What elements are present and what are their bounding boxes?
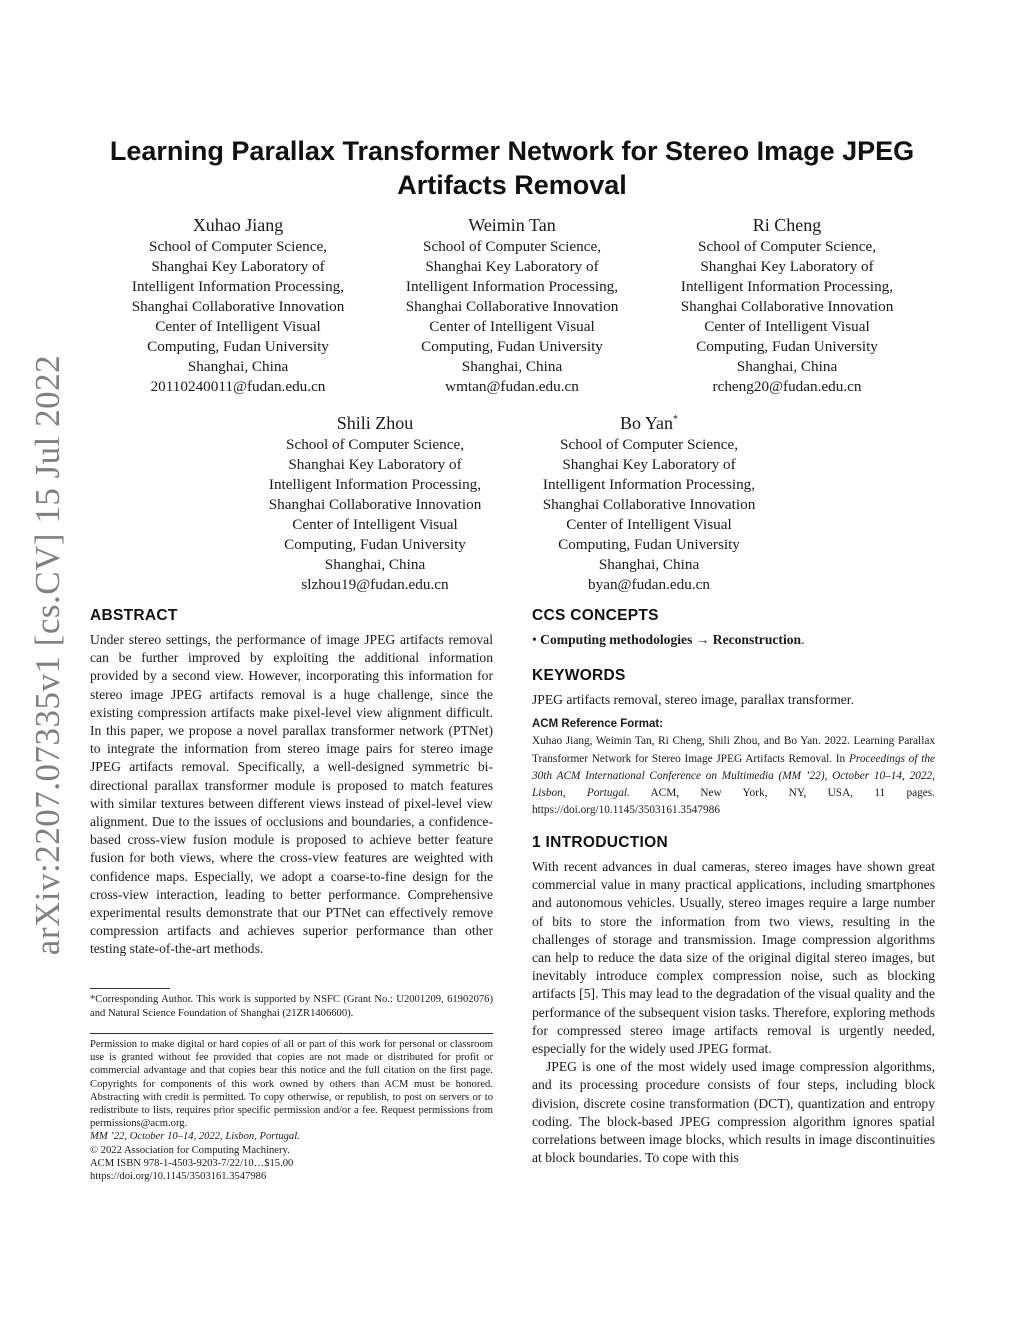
ccs-section bbox=[532, 606, 935, 649]
permission-block bbox=[90, 1038, 493, 1183]
affiliation-line: Intelligent Information Processing, bbox=[268, 476, 482, 493]
ccs-end: . bbox=[801, 632, 805, 647]
author-email[interactable]: 20110240011@fudan.edu.cn bbox=[150, 378, 326, 395]
affiliation-line: Computing, Fudan University bbox=[284, 536, 466, 553]
affiliation-line: Shanghai Collaborative Innovation bbox=[268, 496, 482, 513]
affiliation-line: Computing, Fudan University bbox=[696, 338, 878, 355]
affiliation-line: School of Computer Science, bbox=[423, 238, 601, 255]
affiliation-line: Shanghai, China bbox=[598, 556, 700, 573]
keywords-text: JPEG artifacts removal, stereo image, parallax transformer. bbox=[532, 692, 854, 707]
affiliation-line: Shanghai Collaborative Innovation bbox=[131, 298, 345, 315]
affiliation-line: Shanghai Collaborative Innovation bbox=[542, 496, 756, 513]
affiliation-line: Intelligent Information Processing, bbox=[131, 278, 345, 295]
affiliation-line: Shanghai Collaborative Innovation bbox=[680, 298, 894, 315]
affiliation-line: School of Computer Science, bbox=[149, 238, 327, 255]
acm-ref-proceedings: Proceedings of the 30th ACM International Conference on Multimedia (MM ’22), October 10–14, 2022, Lisbon, Portugal. bbox=[532, 752, 936, 800]
affiliation-line: Shanghai, China bbox=[736, 358, 838, 375]
affiliation-line: Computing, Fudan University bbox=[147, 338, 329, 355]
acm-reference-heading: ACM Reference Format: bbox=[532, 718, 663, 730]
author-name: Weimin Tan bbox=[468, 215, 556, 235]
author-email[interactable]: rcheng20@fudan.edu.cn bbox=[712, 378, 862, 395]
affiliation-line: Shanghai Collaborative Innovation bbox=[405, 298, 619, 315]
affiliation-line: Center of Intelligent Visual bbox=[155, 318, 321, 335]
author-block bbox=[657, 213, 917, 397]
affiliation-line: Intelligent Information Processing, bbox=[542, 476, 756, 493]
author-email[interactable]: wmtan@fudan.edu.cn bbox=[445, 378, 579, 395]
affiliation-line: Shanghai, China bbox=[324, 556, 426, 573]
affiliation-line: Computing, Fudan University bbox=[421, 338, 603, 355]
author-name: Ri Cheng bbox=[752, 215, 822, 235]
affiliation-line: Center of Intelligent Visual bbox=[429, 318, 595, 335]
author-name: Xuhao Jiang bbox=[192, 215, 284, 235]
affiliation-line: Computing, Fudan University bbox=[558, 536, 740, 553]
acm-reference-text bbox=[532, 733, 935, 819]
affiliation-line: Shanghai Key Laboratory of bbox=[288, 456, 462, 473]
author-block bbox=[245, 411, 505, 595]
author-block bbox=[108, 213, 368, 397]
affiliation-line: Center of Intelligent Visual bbox=[566, 516, 732, 533]
affiliation-line: Center of Intelligent Visual bbox=[704, 318, 870, 335]
intro-paragraph: With recent advances in dual cameras, stereo images have shown great commercial value in many practical applications, including smartphones and autonomous vehicles. Usually, stereo images require a large number of bits to store the information from two views, resulting in the challenges of storage and transmission. Image compression algorithms can help to reduce the data size of the original digital stereo images, but inevitably introduce complex compression noise, such as blocking artifacts [5]. This may lead to the degradation of the visual quality and the performance of the subsequent vision tasks. Therefore, exploring methods for compressed stereo image artifacts removal is urgently needed, especially for the widely used JPEG format. bbox=[532, 859, 935, 1057]
acm-reference bbox=[532, 716, 935, 820]
abstract-text: Under stereo settings, the performance of image JPEG artifacts removal can be further improved by exploiting the additional information provided by a second view. However, incorporating this information for stereo image JPEG artifacts removal is a huge challenge, since the existing compression artifacts make pixel-level view alignment difficult. In this paper, we propose a novel parallax transformer network (PTNet) to integrate the information from stereo image pairs for stereo image JPEG artifacts removal. Specifically, a well-designed symmetric bi-directional parallax transformer module is proposed to match features with similar textures between different views instead of pixel-level view alignment. Due to the issues of occlusions and boundaries, a confidence-based cross-view fusion module is proposed to achieve better feature fusion for both views, where the cross-view features are weighted with confidence maps. Especially, we adopt a coarse-to-fine design for the cross-view interaction, leading to better performance. Comprehensive experimental results demonstrate that our PTNet can effectively remove compression artifacts and achieves superior performance than other testing state-of-the-art methods. bbox=[90, 632, 493, 957]
affiliation-line: Intelligent Information Processing, bbox=[680, 278, 894, 295]
abstract-section bbox=[90, 606, 493, 959]
conference-info: MM ’22, October 10–14, 2022, Lisbon, Portugal. bbox=[90, 1131, 300, 1143]
affiliation-line: Shanghai Key Laboratory of bbox=[425, 258, 599, 275]
intro-paragraph: JPEG is one of the most widely used image compression algorithms, and its processing procedure consists of four steps, including block division, discrete cosine transformation (DCT), quantization and entropy coding. The block-based JPEG compression algorithm ignores spatial correlations between image blocks, which results in image discontinuities at block boundaries. To cope with this bbox=[532, 1059, 935, 1166]
acm-ref-authors: Xuhao Jiang, Weimin Tan, Ri Cheng, Shili Zhou, and Bo Yan. 2022. Learning Parallax Transformer Network for Stereo Image JPEG Artifacts Removal. In bbox=[532, 735, 935, 765]
affiliation-line: Intelligent Information Processing, bbox=[405, 278, 619, 295]
author-name-text: Bo Yan bbox=[619, 413, 674, 433]
footnote-divider bbox=[90, 988, 170, 989]
author-email[interactable]: byan@fudan.edu.cn bbox=[588, 576, 710, 593]
introduction-heading: 1 INTRODUCTION bbox=[532, 834, 668, 851]
affiliation-line: School of Computer Science, bbox=[286, 436, 464, 453]
paper-title: Learning Parallax Transformer Network for Stereo Image JPEG Artifacts Removal bbox=[109, 136, 915, 200]
doi-link[interactable]: https://doi.org/10.1145/3503161.3547986 bbox=[90, 1171, 267, 1183]
footnote: *Corresponding Author. This work is supported by NSFC (Grant No.: U2001209, 61902076) and Natural Science Foundation of Shanghai (21ZR1406600). bbox=[90, 994, 493, 1019]
affiliation-line: Shanghai, China bbox=[187, 358, 289, 375]
affiliation-line: Shanghai Key Laboratory of bbox=[562, 456, 736, 473]
introduction-section bbox=[532, 833, 935, 1167]
keywords-heading: KEYWORDS bbox=[532, 667, 626, 684]
abstract-heading: ABSTRACT bbox=[90, 607, 178, 624]
permission-text: Permission to make digital or hard copies of all or part of this work for personal or classroom use is granted without fee provided that copies are not made or distributed for profit or commercial advantage and that copies bear this notice and the full citation on the first page. Copyrights for components of this work owned by others than ACM must be honored. Abstracting with credit is permitted. To copy otherwise, or republish, to post on servers or to redistribute to lists, requires prior specific permission and/or a fee. Request permissions from permissions@acm.org. bbox=[90, 1039, 493, 1130]
arxiv-identifier: arXiv:2207.07335v1 [cs.CV] 15 Jul 2022 bbox=[28, 354, 67, 956]
affiliation-line: School of Computer Science, bbox=[560, 436, 738, 453]
keywords-section bbox=[532, 666, 935, 709]
author-name bbox=[519, 411, 779, 435]
author-email[interactable]: slzhou19@fudan.edu.cn bbox=[301, 576, 449, 593]
author-block bbox=[382, 213, 642, 397]
permission-divider bbox=[90, 1033, 493, 1034]
copyright-line: © 2022 Association for Computing Machinery. bbox=[90, 1144, 290, 1156]
affiliation-line: Shanghai Key Laboratory of bbox=[151, 258, 325, 275]
affiliation-line: School of Computer Science, bbox=[698, 238, 876, 255]
affiliation-line: Shanghai Key Laboratory of bbox=[700, 258, 874, 275]
ccs-concept bbox=[532, 631, 935, 649]
author-block bbox=[519, 411, 779, 595]
ccs-heading: CCS CONCEPTS bbox=[532, 607, 659, 624]
affiliation-line: Center of Intelligent Visual bbox=[292, 516, 458, 533]
author-name: Shili Zhou bbox=[336, 413, 414, 433]
acm-ref-tail: ACM, New York, NY, USA, 11 pages. https://doi.org/10.1145/3503161.3547986 bbox=[532, 787, 936, 817]
isbn-line: ACM ISBN 978-1-4503-9203-7/22/10…$15.00 bbox=[90, 1157, 294, 1169]
affiliation-line: Shanghai, China bbox=[461, 358, 563, 375]
ccs-bullet: • bbox=[532, 632, 537, 647]
ccs-concept-text: Computing methodologies → Reconstruction bbox=[540, 632, 802, 647]
corresponding-marker: * bbox=[673, 414, 679, 425]
